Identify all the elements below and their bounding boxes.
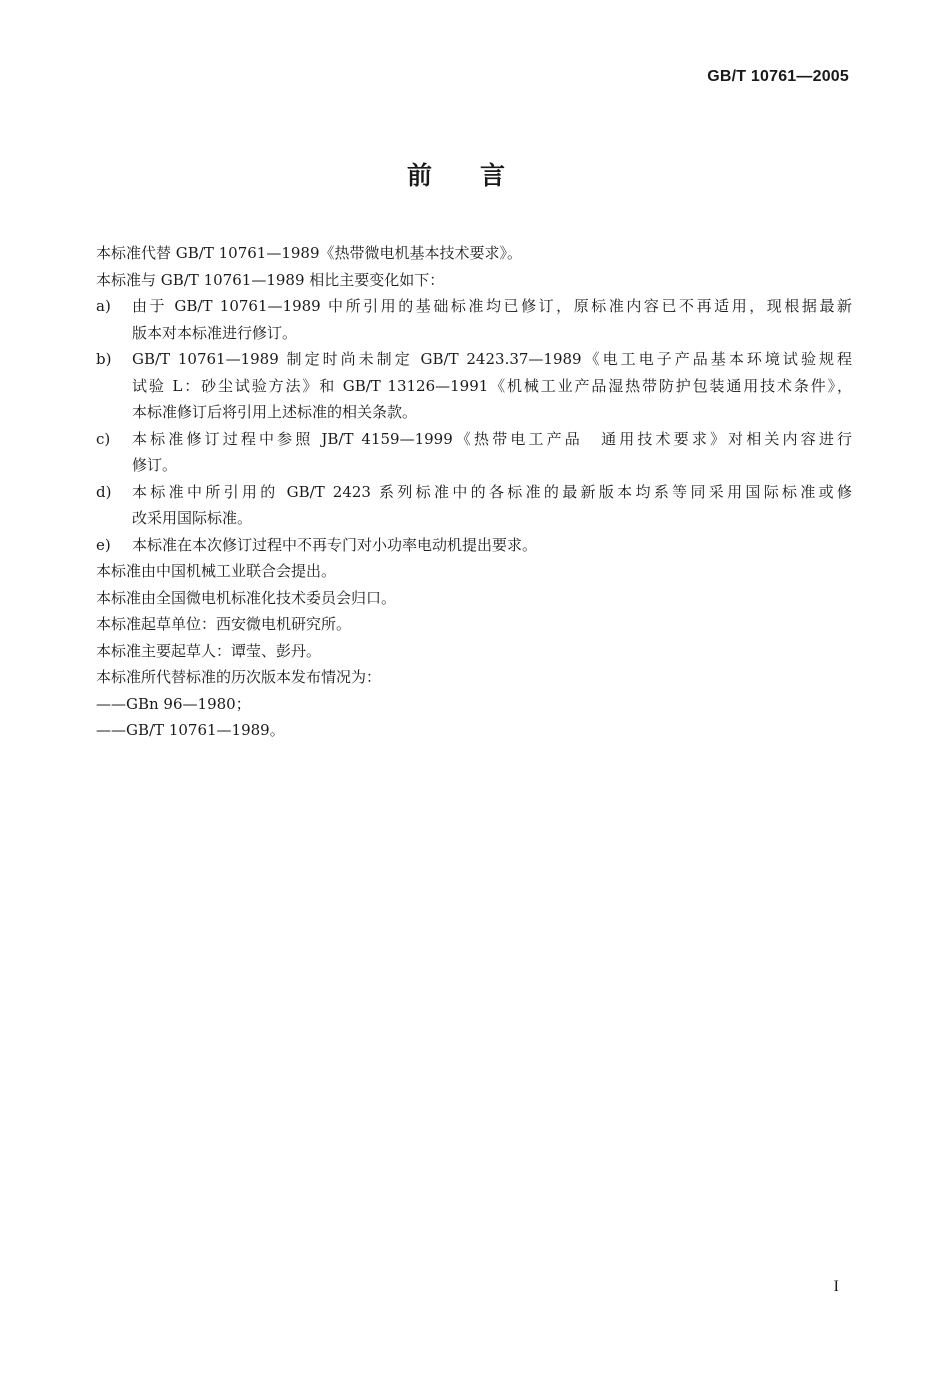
change-item-b: [96, 346, 852, 426]
change-item-e: [96, 532, 852, 559]
paragraph: 本标准由全国微电机标准化技术委员会归口。: [96, 588, 397, 607]
item-line: 试验 L：砂尘试验方法》和 GB/T 13126—1991《机械工业产品湿热带防护包装通用技术条件》，: [132, 376, 852, 395]
preface-body: [96, 240, 852, 744]
item-line: 本标准在本次修订过程中不再专门对小功率电动机提出要求。: [132, 535, 538, 554]
paragraph: 本标准主要起草人：谭莹、彭丹。: [96, 641, 322, 660]
item-line: 本标准修订过程中参照 JB/T 4159—1999《热带电工产品 通用技术要求》对相关内容进行: [132, 429, 852, 448]
change-item-c: [96, 426, 852, 479]
version-history-item: ——GBn 96—1980；: [96, 694, 251, 713]
paragraph: 本标准由中国机械工业联合会提出。: [96, 562, 337, 580]
paragraph: 本标准代替 GB/T 10761—1989《热带微电机基本技术要求》。: [96, 244, 522, 262]
change-item-a: [96, 293, 852, 346]
paragraph: 本标准所代替标准的历次版本发布情况为：: [96, 668, 382, 686]
list-marker: c): [96, 429, 111, 448]
item-line: 版本对本标准进行修订。: [132, 323, 298, 342]
change-item-d: [96, 479, 852, 532]
list-marker: b): [96, 350, 112, 368]
page-number: I: [833, 1278, 839, 1295]
item-line: GB/T 10761—1989 制定时尚未制定 GB/T 2423.37—1989《电工电子产品基本环境试验规程: [132, 350, 852, 368]
list-marker: e): [96, 535, 111, 554]
paragraph: 本标准与 GB/T 10761—1989 相比主要变化如下：: [96, 270, 445, 289]
item-line: 本标准修订后将引用上述标准的相关条款。: [132, 403, 418, 421]
page-title: 前言: [406, 161, 553, 190]
version-history-item: ——GB/T 10761—1989。: [96, 721, 285, 739]
list-marker: d): [96, 482, 112, 501]
standard-number: GB/T 10761—2005: [707, 68, 849, 85]
item-line: 本标准中所引用的 GB/T 2423 系列标准中的各标准的最新版本均系等同采用国际标准或修: [132, 482, 852, 501]
paragraph: 本标准起草单位：西安微电机研究所。: [96, 615, 352, 633]
item-line: 由于 GB/T 10761—1989 中所引用的基础标准均已修订，原标准内容已不再适用，现根据最新: [132, 297, 852, 315]
item-line: 改采用国际标准。: [132, 509, 253, 527]
list-marker: a): [96, 297, 111, 315]
item-line: 修订。: [132, 456, 178, 474]
